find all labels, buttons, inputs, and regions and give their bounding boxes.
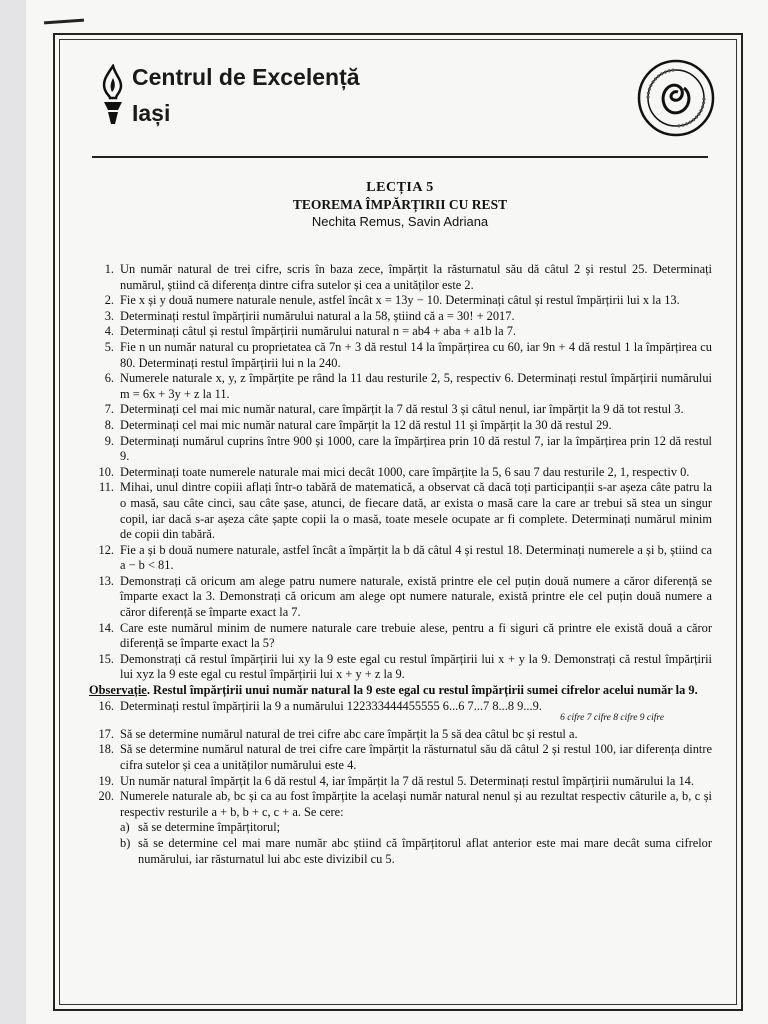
observation-note <box>89 683 712 699</box>
list-item: 7. Determinați cel mai mic număr natural, care împărțit la 7 dă restul 3 și câtul nenul, iar împărțit la 9 dă tot restul 3. <box>104 402 684 417</box>
list-item: 2. Fie x și y două numere naturale nenule, astfel încât x = 13y − 10. Determinați câtul și restul împărțirii lui x la 13. <box>104 293 680 308</box>
list-item: 11. Mihai, unul dintre copiii aflați într-o tabără de matematică, a observat că dacă toți participanții s-ar așeza câte patru la o masă, sau câte cinci, sau câte șase, atunci, de fiecare dată, ar exista o masă care la care ar trebui să stea un singur copil, iar dacă s-ar așeza câte șapte copii la o masă, toate mesele ocupate ar fi complete. Determinați numărul minim de copii din tabără. <box>98 480 712 542</box>
corner-mark <box>44 19 84 25</box>
list-item: 8. Determinați cel mai mic număr natural care împărțit la 12 dă restul 11 și împărțit la 30 dă restul 29. <box>104 417 612 432</box>
subpart-item: b) să se determine cel mai mare număr abc știind că împărțitorul aflat anterior este mai mare decât suma cifrelor numărului, iar răsturnatul lui abc este divizibil cu 5. <box>120 835 712 866</box>
lesson-title: LECȚIA 5 <box>366 180 434 195</box>
list-item: 10. Determinați toate numerele naturale mai mici decât 1000, care împărțite la 5, 6 sau 7 dau resturile 2, 1, respectiv 0. <box>98 464 690 479</box>
header <box>96 58 716 154</box>
list-item: 9. Determinați numărul cuprins între 900 și 1000, care la împărțirea prin 10 dă restul 7, iar la împărțirea prin 12 dă restul 9. <box>104 433 712 464</box>
problem-list <box>89 262 712 867</box>
header-divider <box>92 156 708 158</box>
list-item: 12. Fie a și b două numere naturale, astfel încât a împărțit la b dă câtul 4 și restul 18. Determinați numerele a și b, știind ca a − b < 81. <box>98 542 712 573</box>
list-item: 14. Care este numărul minim de numere naturale care trebuie alese, pentru a fi siguri că printre ele există două a căror diferență se împarte exact la 5? <box>98 620 712 651</box>
digit-count-note: 6 cifre 7 cifre 8 cifre 9 cifre <box>560 713 664 724</box>
brand-city: Iași <box>132 100 171 126</box>
lesson-topic: TEOREMA ÎMPĂRȚIRII CU REST <box>292 197 508 212</box>
list-item: 17. Să se determine numărul natural de trei cifre abc care împărțit la 5 să dea câtul bc și restul a. <box>98 726 578 741</box>
list-item: 5. Fie n un număr natural cu proprietatea că 7n + 3 dă restul 14 la împărțirea cu 60, iar 9n + 4 dă restul 1 la împărțirea cu 80. Determinați restul împărțirii lui n la 240. <box>104 339 712 370</box>
list-item: 3. Determinați restul împărțirii numărului natural a la 58, știind că a = 30! + 2017. <box>104 308 515 323</box>
list-item: 20. Numerele naturale ab, bc și ca au fost împărțite la același număr natural nenul și au rezultat respectiv câturile a, b, c și respectiv resturile a + b, b + c, c + a. Se cere: <box>98 789 712 819</box>
list-item: 16. Determinați restul împărțirii la 9 a numărului 122333444455555 6...6 7...7 8...8 9...9. 6 cifre 7 cifre 8 cifre 9 cifre <box>120 699 712 727</box>
observation-text: . Restul împărțirii unui număr natural la 9 este egal cu restul împărțirii sumei cifrelor acelui număr la 9. <box>146 683 698 698</box>
brand-name: Centrul de Excelență <box>132 64 360 90</box>
subpart-item: a) să se determine împărțitorul; <box>120 820 281 835</box>
observation-label: Observație <box>89 683 147 698</box>
list-item: 4. Determinați câtul și restul împărțirii numărului natural n = ab4 + aba + a1b la 7. <box>104 324 517 339</box>
list-item: 13. Demonstrați că oricum am alege patru numere naturale, există printre ele cel puțin două numere a căror diferență se împarte exact la 3. Demonstrați că oricum am alege opt numere naturale, există printre ele cel puțin două numere a căror diferență se împarte exact la 7. <box>98 573 712 620</box>
list-item: 15. Demonstrați că restul împărțirii lui xy la 9 este egal cu restul împărțirii lui x + y la 9. Demonstrați că restul împărțirii lui xyz la 9 este egal cu restul împărțirii lui x + y + z la 9. <box>98 651 712 682</box>
school-seal-icon <box>636 58 716 138</box>
scan-edge <box>0 0 26 1024</box>
list-item: 6. Numerele naturale x, y, z împărțite pe rând la 11 dau resturile 2, 5, respectiv 6. Determinați restul împărțirii numărului m = 6x + 3y + z la 11. <box>104 371 712 401</box>
torch-logo-icon <box>96 64 130 128</box>
title-block <box>92 180 708 229</box>
list-item: 18. Să se determine numărul natural de trei cifre care împărțit la răsturnatul său dă câtul 2 și restul 100, iar diferența dintre cifra sutelor și cea a unităților numărului este 4. <box>98 742 712 772</box>
list-item: 19. Un număr natural împărțit la 6 dă restul 4, iar împărțit la 7 dă restul 5. Determinați restul împărțirii numărului la 14. <box>98 773 694 788</box>
list-item: 1. Un număr natural de trei cifre, scris în baza zece, împărțit la răsturnatul său dă câtul 2 și restul 25. Determinați numărul, știind că diferența dintre cifra sutelor și cea a unităților este 2. <box>104 262 712 292</box>
lesson-authors: Nechita Remus, Savin Adriana <box>311 214 489 229</box>
